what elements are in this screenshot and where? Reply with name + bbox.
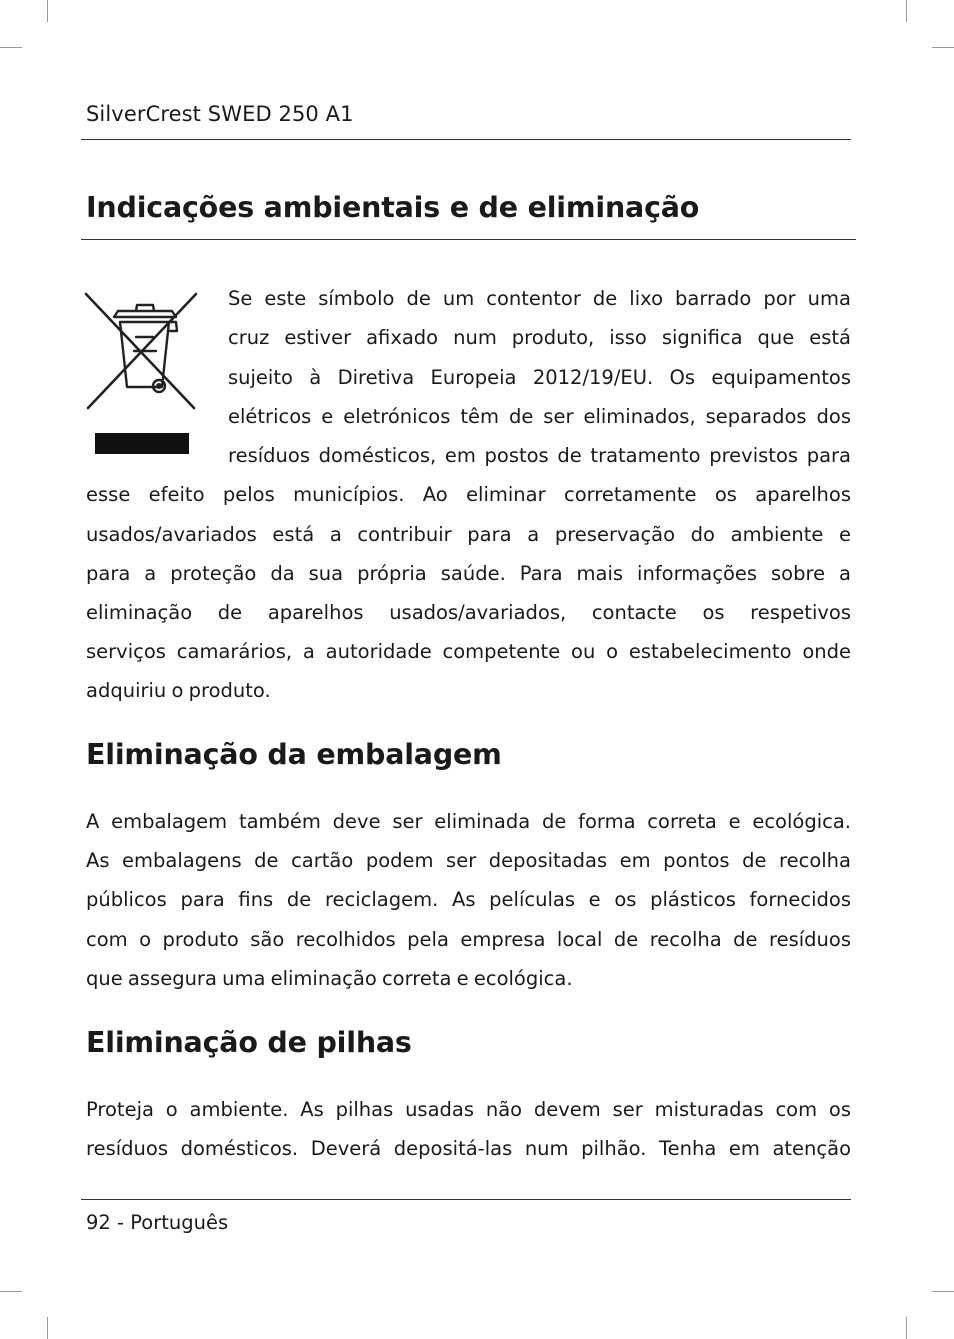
paragraph-line: Proteja o ambiente. As pilhas usadas não devem ser misturadas com os [86, 1098, 851, 1121]
crop-mark [47, 1317, 48, 1339]
page-number: 92 - Português [86, 1211, 229, 1234]
header-rule [81, 139, 851, 140]
crop-mark [932, 1291, 954, 1292]
section-heading-batteries: Eliminação de pilhas [86, 1026, 412, 1059]
crop-mark [0, 1291, 22, 1292]
crop-mark [47, 0, 48, 22]
footer-rule [81, 1199, 851, 1200]
crop-mark [0, 47, 22, 48]
paragraph-line: que assegura uma eliminação correta e ecológica. [86, 967, 573, 990]
crop-mark [906, 0, 907, 22]
paragraph-line: usados/avariados está a contribuir para a preservação do ambiente e [86, 523, 851, 546]
crossed-out-wheelie-bin-icon [84, 291, 200, 457]
paragraph-line: sujeito à Diretiva Europeia 2012/19/EU. Os equipamentos [228, 366, 851, 389]
paragraph-line: elétricos e eletrónicos têm de ser eliminados, separados dos [228, 405, 851, 428]
crop-mark [932, 47, 954, 48]
paragraph-line: esse efeito pelos municípios. Ao eliminar corretamente os aparelhos [86, 483, 851, 506]
paragraph-line: A embalagem também deve ser eliminada de forma correta e ecológica. [86, 810, 851, 833]
paragraph-line: públicos para fins de reciclagem. As películas e os plásticos fornecidos [86, 888, 851, 911]
paragraph-line: resíduos domésticos. Deverá depositá-las num pilhão. Tenha em atenção [86, 1137, 851, 1160]
heading-rule [81, 239, 856, 240]
paragraph-line: serviços camarários, a autoridade competente ou o estabelecimento onde [86, 640, 851, 663]
crop-mark [906, 1317, 907, 1339]
section-heading-environment: Indicações ambientais e de eliminação [86, 191, 700, 224]
paragraph-line: resíduos domésticos, em postos de tratamento previstos para [228, 444, 851, 467]
paragraph-line: Se este símbolo de um contentor de lixo barrado por uma [228, 287, 851, 310]
paragraph-line: As embalagens de cartão podem ser depositadas em pontos de recolha [86, 849, 851, 872]
paragraph-line: para a proteção da sua própria saúde. Para mais informações sobre a [86, 562, 851, 585]
paragraph-line: adquiriu o produto. [86, 679, 271, 702]
paragraph-line: com o produto são recolhidos pela empresa local de recolha de resíduos [86, 928, 851, 951]
section-heading-packaging: Eliminação da embalagem [86, 738, 502, 771]
running-header: SilverCrest SWED 250 A1 [86, 102, 354, 126]
paragraph-line: eliminação de aparelhos usados/avariados, contacte os respetivos [86, 601, 851, 624]
paragraph-line: cruz estiver afixado num produto, isso significa que está [228, 326, 851, 349]
